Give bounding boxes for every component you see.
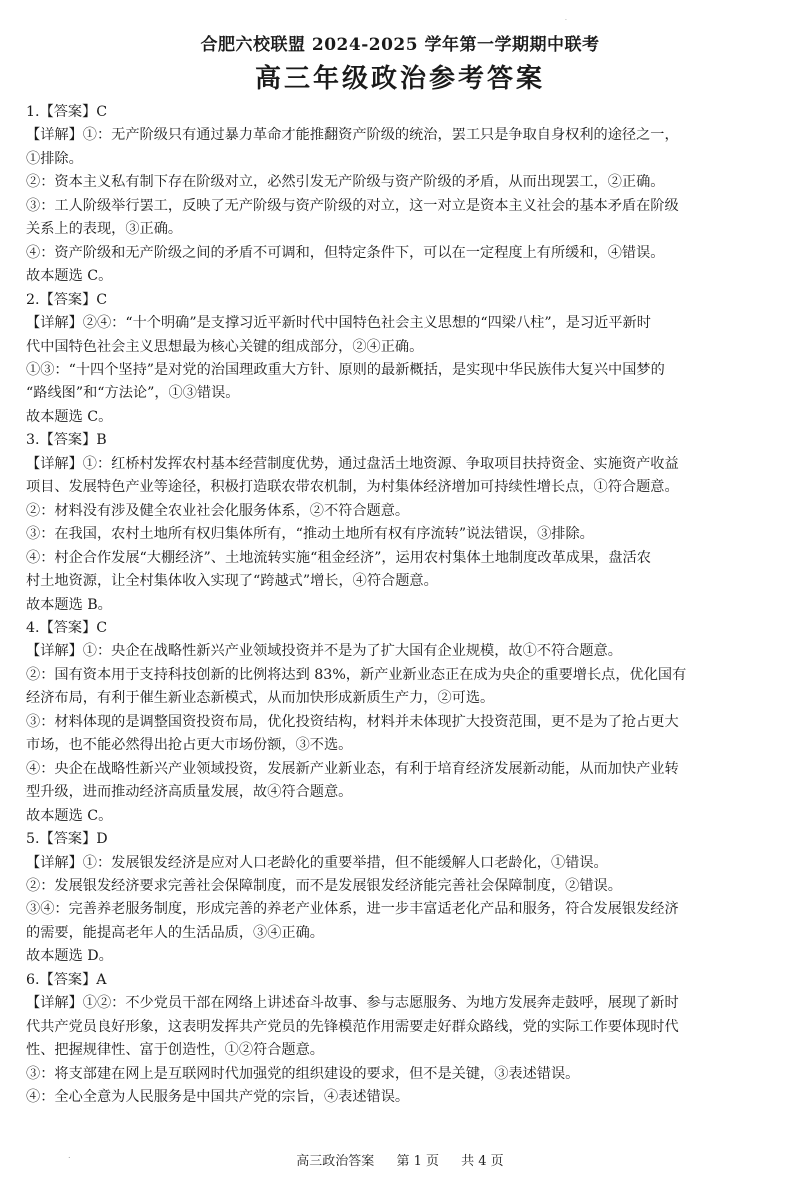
text-line: ④：央企在战略性新兴产业领域投资，发展新产业新业态，有利于培育经济发展新动能，从而加快产业转 (26, 760, 679, 777)
text-line: ②：发展银发经济要求完善社会保障制度，而不是发展银发经济能完善社会保障制度，②错误。 (26, 877, 622, 894)
text-line: 型升级，进而推动经济高质量发展，故④符合题意。 (26, 784, 353, 801)
text-line: 项目、发展特色产业等途径，积极打造联农带农机制，为村集体经济增加可持续性增长点，①符合题意。 (26, 479, 679, 496)
text-line: 的需要，能提高老年人的生活品质，③④正确。 (26, 924, 324, 941)
text-line: ④：全心全意为人民服务是中国共产党的宗旨，④表述错误。 (26, 1089, 410, 1106)
footer-total-pages: 共 4 页 (461, 1154, 504, 1169)
footer-subject: 高三政治答案 (296, 1154, 375, 1169)
text-line: 故本题选 B。 (26, 596, 112, 613)
exam-title: 合肥六校联盟 2024-2025 学年第一学期期中联考 (200, 35, 600, 55)
page-footer (0, 1150, 800, 1169)
text-line: 【详解】①：无产阶级只有通过暴力革命才能推翻资产阶级的统治，罢工只是争取自身权利的途径之一， (26, 127, 679, 144)
text-line: 4.【答案】C (26, 619, 108, 636)
text-line: 【详解】①：红桥村发挥农村基本经营制度优势，通过盘活土地资源、争取项目扶持资金、实施资产收益 (26, 455, 679, 472)
scan-mark: · (565, 17, 567, 24)
text-line: 故本题选 D。 (26, 948, 113, 965)
scan-dot: . (68, 1151, 71, 1160)
text-line: 【详解】①：发展银发经济是应对人口老龄化的重要举措，但不能缓解人口老龄化，①错误。 (26, 854, 608, 871)
text-line: ③：材料体现的是调整国资投资布局，优化投资结构，材料并未体现扩大投资范围，更不是为了抢占更大 (26, 713, 679, 730)
text-line: 1.【答案】C (26, 104, 108, 120)
text-line: 性、把握规律性、富于创造性，①②符合题意。 (26, 1042, 324, 1059)
text-line: ②：国有资本用于支持科技创新的比例将达到 83%，新产业新业态正在成为央企的重要增长点，优化国有 (26, 666, 687, 683)
text-line: ③：在我国，农村土地所有权归集体所有，“推动土地所有权有序流转”说法错误，③排除。 (26, 526, 594, 543)
text-line: 3.【答案】B (26, 432, 107, 449)
text-line: 5.【答案】D (26, 831, 108, 848)
text-line: 村土地资源，让全村集体收入实现了“跨越式”增长，④符合题意。 (26, 573, 438, 590)
document-title: 高三年级政治参考答案 (254, 64, 545, 94)
text-line: 【详解】②④：“十个明确”是支撑习近平新时代中国特色社会主义思想的“四梁八柱”，是习近平新时 (26, 315, 651, 332)
text-line: 2.【答案】C (26, 291, 108, 308)
text-line: 关系上的表现，③正确。 (26, 221, 183, 238)
text-line: ③：将支部建在网上是互联网时代加强党的组织建设的要求，但不是关键，③表述错误。 (26, 1065, 580, 1082)
answer-content (26, 101, 776, 1109)
text-line: 经济布局，有利于催生新业态新模式，从而加快形成新质生产力，②可选。 (26, 690, 495, 707)
text-line: 【详解】①：央企在战略性新兴产业领域投资并不是为了扩大国有企业规模，故①不符合题意。 (26, 643, 622, 660)
text-line: 故本题选 C。 (26, 408, 113, 425)
text-line: 【详解】①②：不少党员干部在网络上讲述奋斗故事、参与志愿服务、为地方发展奔走鼓呼，展现了新时 (26, 995, 679, 1012)
text-line: ③④：完善养老服务制度，形成完善的养老产业体系，进一步丰富适老化产品和服务，符合发展银发经济 (26, 901, 679, 918)
text-line: 6.【答案】A (26, 971, 107, 988)
text-line: ①排除。 (26, 150, 83, 167)
text-line: 故本题选 C。 (26, 268, 113, 285)
footer-page-number: 第 1 页 (396, 1154, 439, 1169)
text-line: ①③：“十四个坚持”是对党的治国理政重大方针、原则的最新概括，是实现中华民族伟大复兴中国梦的 (26, 361, 665, 378)
text-line: 故本题选 C。 (26, 807, 113, 824)
text-line: ②：材料没有涉及健全农业社会化服务体系，②不符合题意。 (26, 502, 410, 519)
text-line: ③：工人阶级举行罢工，反映了无产阶级与资产阶级的对立，这一对立是资本主义社会的基本矛盾在阶级 (26, 197, 679, 214)
text-line: 市场，也不能必然得出抢占更大市场份额，③不选。 (26, 737, 353, 754)
text-line: ④：资产阶级和无产阶级之间的矛盾不可调和，但特定条件下，可以在一定程度上有所缓和，④错误。 (26, 244, 665, 261)
text-line: 代共产党员良好形象，这表明发挥共产党员的先锋模范作用需要走好群众路线，党的实际工作要体现时代 (26, 1018, 679, 1035)
text-line: ④：村企合作发展“大棚经济”、土地流转实施“租金经济”，运用农村集体土地制度改革成果，盘活农 (26, 549, 651, 566)
text-line: 代中国特色社会主义思想最为核心关键的组成部分，②④正确。 (26, 338, 424, 355)
text-line: “路线图”和“方法论”，①③错误。 (26, 385, 240, 402)
text-line: ②：资本主义私有制下存在阶级对立，必然引发无产阶级与资产阶级的矛盾，从而出现罢工，②正确。 (26, 174, 665, 191)
